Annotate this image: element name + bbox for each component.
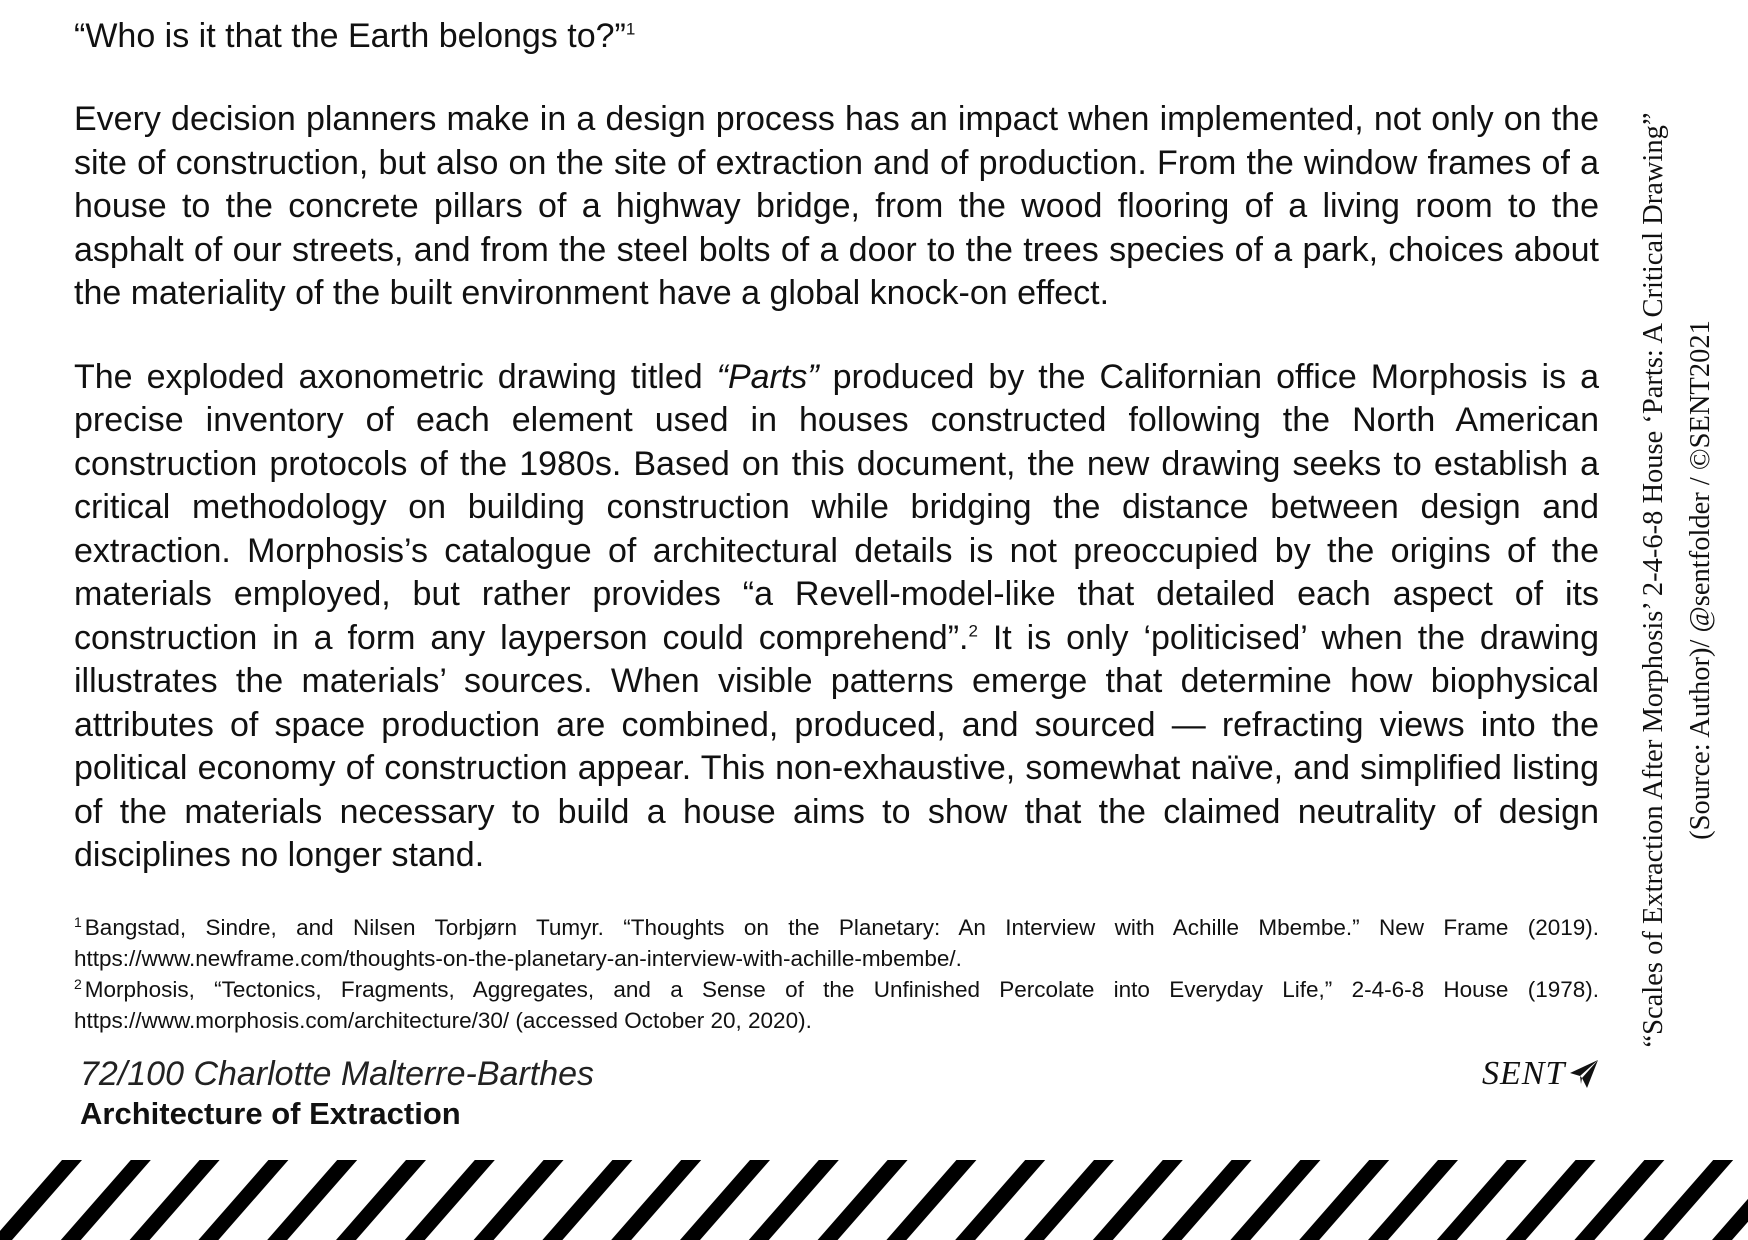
footnote-2-text[interactable]: Morphosis, “Tectonics, Fragments, Aggregates, and a Sense of the Unfinished Percolate into Everyday Life,” 2-4-6-8 House (1978). https://www.morphosis.com/architecture/30/ (accessed October 20, 2020).	[74, 977, 1599, 1033]
stripe	[886, 1160, 976, 1240]
paragraph-2-part-a: produced by the Californian office Morphosis is a precise inventory of each element used in houses constructed following the North American construction protocols of the 1980s. Based on this document, the new drawing seeks to establish a critical methodology on building construction while bridging the distance between design and extraction. Morphosis’s catalogue of architectural details is not preoccupied by the origins of the materials employed, but rather provides “a Revell-model-like that detailed each aspect of its construction in a form any layperson could comprehend”.	[74, 357, 1600, 657]
footnote-1	[74, 912, 1599, 974]
footnotes	[74, 912, 1599, 1036]
stripe	[1093, 1160, 1183, 1240]
stripe	[542, 1160, 632, 1240]
side-caption-credit: (Source: Author)/ @sentfolder / ©SENT2021	[1685, 320, 1716, 840]
epigraph-quote	[74, 14, 1599, 58]
epigraph-text: “Who is it that the Earth belongs to?”	[74, 17, 626, 55]
hazard-stripe-border	[0, 1160, 1748, 1240]
stripe	[474, 1160, 564, 1240]
stripe	[1437, 1160, 1527, 1240]
paper-plane-icon	[1569, 1059, 1599, 1089]
stripe	[1574, 1160, 1664, 1240]
series-title: Architecture of Extraction	[80, 1096, 461, 1131]
stripe	[1230, 1160, 1320, 1240]
paragraph-2	[74, 356, 1599, 878]
stripe	[1643, 1160, 1733, 1240]
stripe	[1299, 1160, 1389, 1240]
footnote-ref-1[interactable]: 1	[625, 19, 636, 39]
drawing-title: “Parts”	[716, 357, 819, 396]
stripe	[818, 1160, 908, 1240]
stripe	[61, 1160, 151, 1240]
footnote-ref-2[interactable]: 2	[968, 621, 978, 641]
paragraph-2-part-b: It is only ‘politicised’ when the drawing illustrates the materials’ sources. When visible patterns emerge that determine how biophysical attributes of space production are combined, produced, and sourced — refracting views into the political economy of construction appear. This non-exhaustive, somewhat naïve, and simplified listing of the materials necessary to build a house aims to show that the claimed neutrality of design disciplines no longer stand.	[74, 618, 1599, 874]
stripe	[336, 1160, 426, 1240]
footnote-1-text[interactable]: Bangstad, Sindre, and Nilsen Torbjørn Tumyr. “Thoughts on the Planetary: An Interview with Achille Mbembe.” New Frame (2019). https://www.newframe.com/thoughts-on-the-planetary-an-interview-with-achille-mbembe/.	[74, 915, 1599, 971]
stripe	[611, 1160, 701, 1240]
logo-text: SENT	[1482, 1055, 1566, 1092]
footnote-mark-2: 2	[74, 975, 82, 992]
stripe	[267, 1160, 357, 1240]
footnote-mark-1: 1	[74, 913, 82, 930]
stripe	[749, 1160, 839, 1240]
stripe	[955, 1160, 1045, 1240]
side-caption	[1630, 50, 1724, 1110]
stripe	[0, 1160, 82, 1240]
stripe	[1024, 1160, 1114, 1240]
footnote-2	[74, 974, 1599, 1036]
stripe	[130, 1160, 220, 1240]
sent-logo	[1482, 1052, 1599, 1096]
stripe	[1368, 1160, 1458, 1240]
stripe	[1506, 1160, 1596, 1240]
paragraph-1: Every decision planners make in a design process has an impact when implemented, not only on the site of construction, but also on the site of extraction and of production. From the window frames of a house to the concrete pillars of a highway bridge, from the wood flooring of a living room to the asphalt of our streets, and from the steel bolts of a door to the trees species of a park, choices about the materiality of the built environment have a global knock-on effect.	[74, 100, 1599, 312]
main-text-column	[74, 14, 1599, 918]
paragraph-2-lead: The exploded axonometric drawing titled	[74, 357, 717, 396]
stripe	[198, 1160, 288, 1240]
side-caption-title: “Scales of Extraction After Morphosis’ 2-4-6-8 House ‘Parts: A Critical Drawing”	[1638, 112, 1669, 1048]
stripe	[405, 1160, 495, 1240]
stripe	[680, 1160, 770, 1240]
byline: 72/100 Charlotte Malterre-Barthes	[80, 1055, 595, 1093]
stripe	[1162, 1160, 1252, 1240]
